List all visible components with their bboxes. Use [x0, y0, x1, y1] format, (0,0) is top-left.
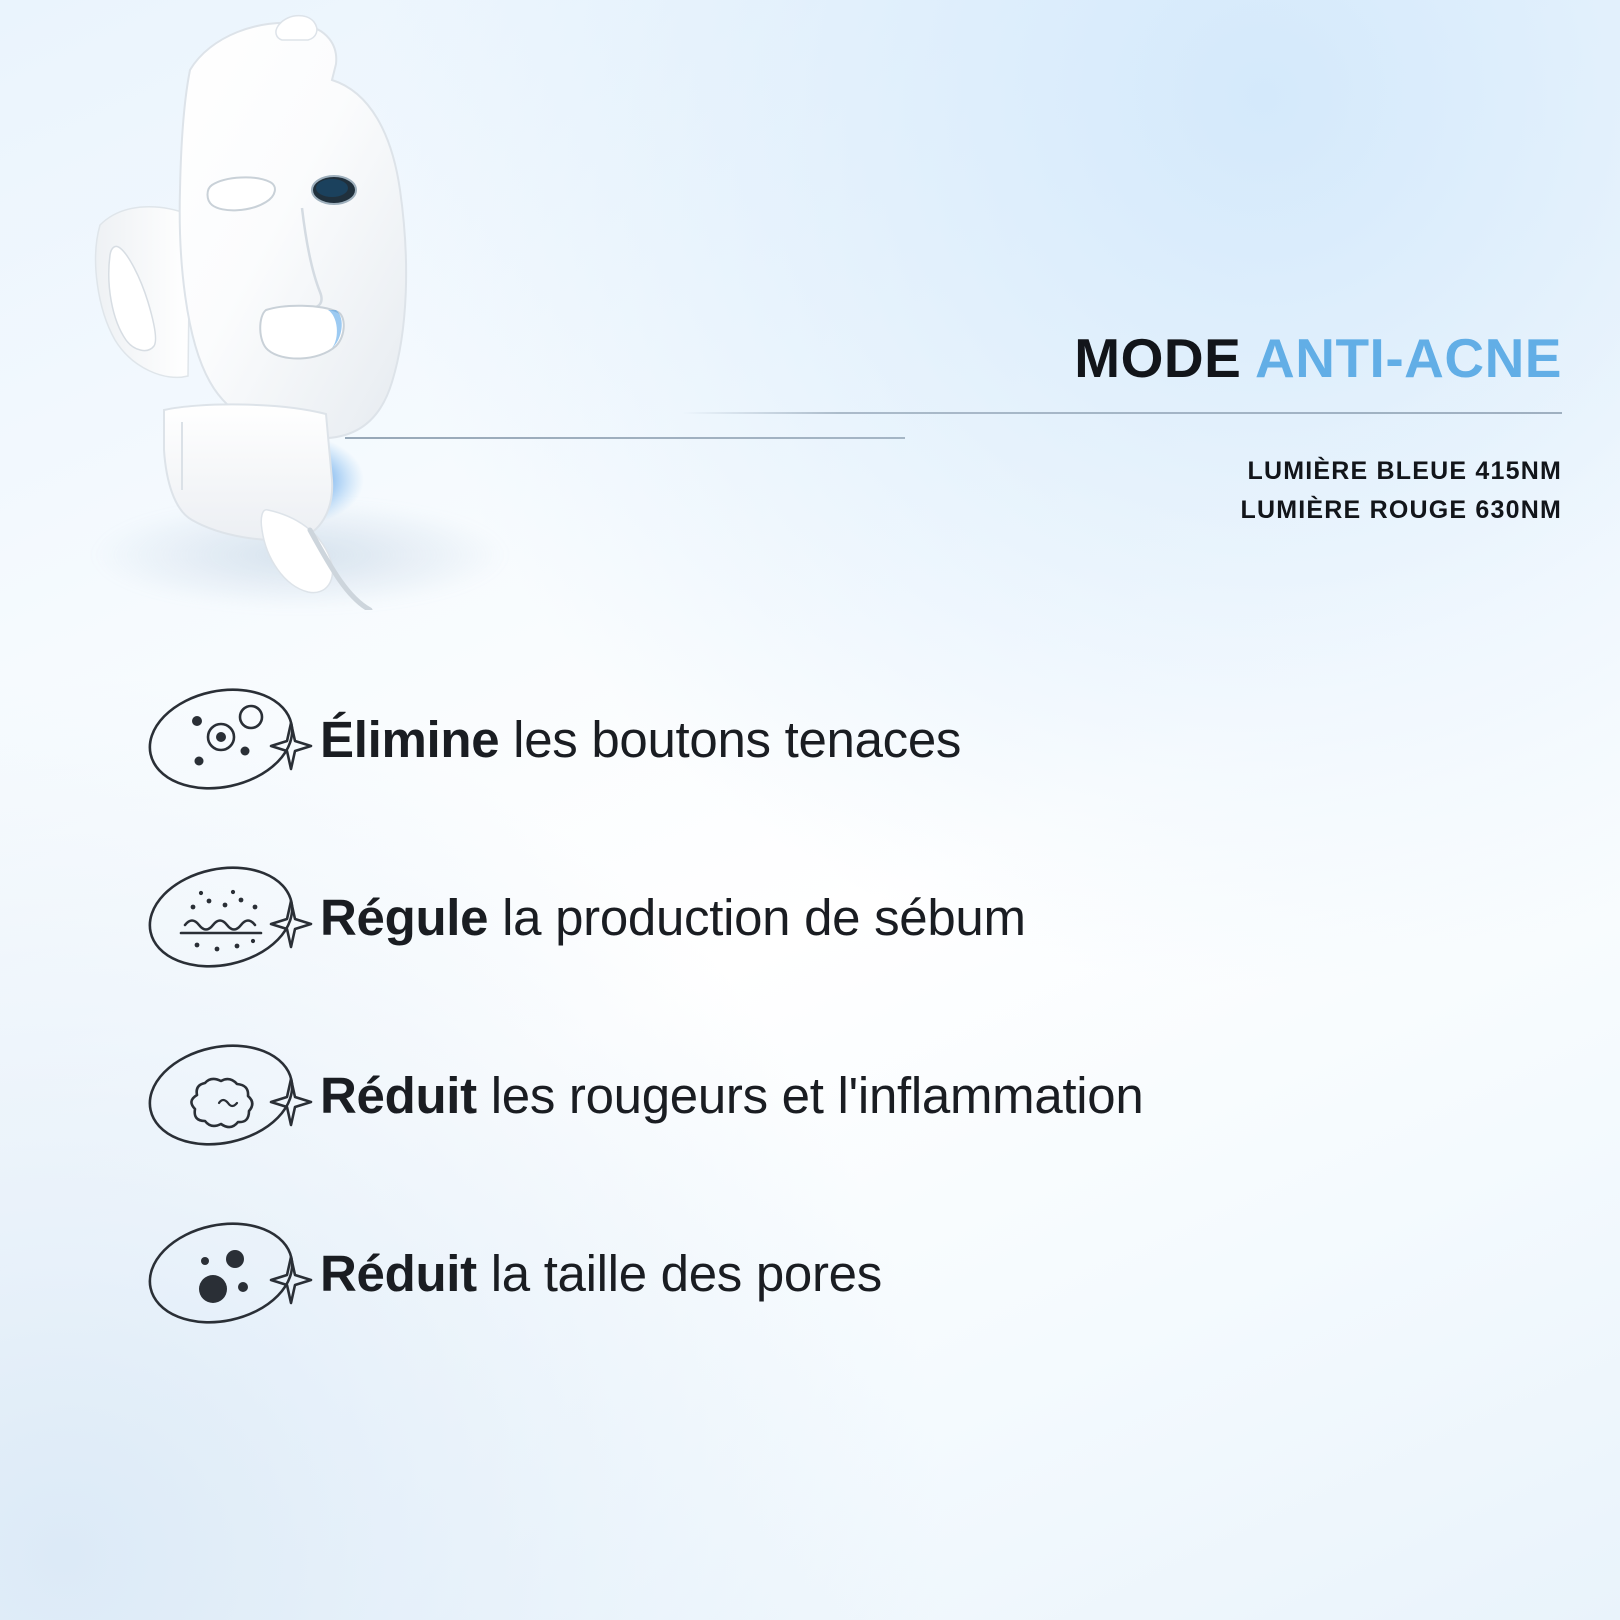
feature-label: [320, 710, 961, 769]
redness-inflammation-icon: [130, 1025, 320, 1165]
list-item: [130, 828, 1580, 1006]
headline-word-mode-name: ANTI-ACNE: [1255, 327, 1562, 389]
sebum-regulation-icon: [130, 847, 320, 987]
feature-label: [320, 1066, 1143, 1125]
led-face-mask-image: [70, 10, 530, 610]
feature-label: [320, 888, 1026, 947]
product-hero: [0, 0, 820, 640]
spec-line-blue-light: LUMIÈRE BLEUE 415NM: [1247, 456, 1562, 485]
feature-list: [130, 650, 1580, 1362]
feature-label-rest: les boutons tenaces: [499, 710, 962, 768]
feature-label-rest: la taille des pores: [476, 1244, 882, 1302]
feature-label-rest: la production de sébum: [488, 888, 1026, 946]
headline-divider: [682, 412, 1562, 414]
spec-lines: [682, 452, 1562, 530]
page-title: [682, 327, 1562, 389]
list-item: [130, 650, 1580, 828]
feature-label-bold: Réduit: [320, 1244, 477, 1302]
headline-word-mode: MODE: [1074, 327, 1242, 389]
list-item: [130, 1184, 1580, 1362]
feature-label-bold: Régule: [320, 888, 489, 946]
feature-label: [320, 1244, 882, 1303]
feature-label-rest: les rougeurs et l'inflammation: [476, 1066, 1144, 1124]
spec-line-red-light: LUMIÈRE ROUGE 630NM: [1240, 495, 1562, 524]
pore-size-icon: [130, 1203, 320, 1343]
headline-block: [682, 327, 1562, 529]
feature-label-bold: Réduit: [320, 1066, 477, 1124]
acne-spots-icon: [130, 669, 320, 809]
feature-label-bold: Élimine: [320, 710, 500, 768]
list-item: [130, 1006, 1580, 1184]
